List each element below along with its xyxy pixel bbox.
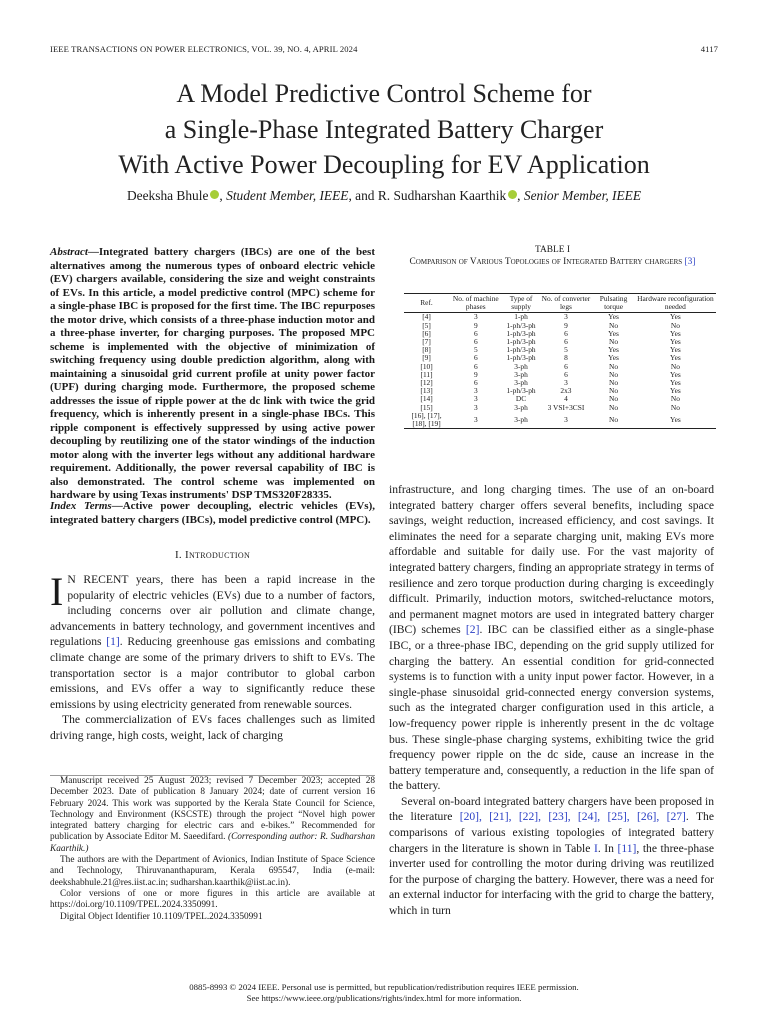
table-cell: 3-ph <box>514 402 528 412</box>
drop-cap: I <box>50 569 64 614</box>
citation-link[interactable]: [20], [21], [22], [23], [24], [25], [26], [27] <box>459 810 686 824</box>
table-cell: 1-ph/3-ph <box>506 345 536 355</box>
table-cell: Yes <box>670 328 681 338</box>
table-cell: 1-ph/3-ph <box>506 328 536 338</box>
citation-link[interactable]: [3] <box>684 257 696 267</box>
footnote: Manuscript received 25 August 2023; revised 7 December 2023; accepted 28 December 2023. Date of publication 8 January 2024; date of current version 16 February 2024. This work was supported by the Kerala State Council for Science, Technology and Environment (KSCSTE) through the project “Novel high power integrated battery charging for electric cars and e-bikes.” Recommended for publication by Associate Editor M. Saeedifard. (Corresponding author: R. Sudharshan Kaarthik.) The authors are with the Department of Avionics, Indian Institute of Space Science and Technology, Thiruvananthapuram, Kerala 695547, India (e-mail: deekshabhule.21@res.iist.ac.in; sudharshan.kaarthik@iist.ac.in). Color versions of one or more figures in this article are available at https://doi.org/10.1109/TPEL.2024.3350991. Digital Object Identifier 10.1109/TPEL.2024.3350991 <box>50 776 375 922</box>
table-cell: Yes <box>670 369 681 379</box>
table-cell: 6 <box>564 361 568 371</box>
column-header: No. of converter legs <box>540 294 593 313</box>
table-cell: 3 <box>564 312 568 322</box>
author-name: Deeksha Bhule <box>126 188 209 203</box>
table-cell: No <box>670 402 680 412</box>
abstract-text: —Integrated battery chargers (IBCs) are one of the best alternatives among the numerous types of onboard electric vehicle (EV) chargers available, considering the size and weight constraints of EVs. In this article, a model predictive control (MPC) scheme for a single-phase IBC is proposed for the first time. The IBC repurposes the motor drive, which consists of a three-phase induction motor and a three-phase inverter, for charging purposes. The proposed MPC scheme is implemented with the objective of minimization of switching frequency using double prediction algorithm, along with maintaining a sinusoidal grid current profile at unity power factor (UPF) during charging mode. Furthermore, the proposed scheme addresses the issue of ripple power at the dc link with twice the grid frequency, which is inherently present in a single-phase IBCs. This ripple component is effectively suppressed by using active power decoupling by reutilizing one of the stator windings of the induction motor along with the inverter legs without any additional hardware requirement. Additionally, the power reversal capability of IBC is also demonstrated. The control scheme was implemented on hardware by using Texas instruments' DSP TMS320F28335. <box>50 246 375 501</box>
title-line: a Single-Phase Integrated Battery Charger <box>164 114 604 144</box>
table-cell: [4] <box>422 312 431 322</box>
table-cell: No <box>609 320 619 330</box>
table-cell: Yes <box>670 378 681 388</box>
table-cell: 6 <box>564 337 568 347</box>
table-header-row <box>404 294 716 313</box>
table-cell: 3-ph <box>514 378 528 388</box>
table-cell: No <box>609 337 619 347</box>
table-cell: 1-ph/3-ph <box>506 386 536 396</box>
table-row <box>404 313 716 322</box>
table-cell: No <box>609 378 619 388</box>
table-cell: 9 <box>564 320 568 330</box>
introduction-text: I N RECENT years, there has been a rapid increase in the popularity of electric vehicles (EVs) due to a number of factors, including concerns over air pollution and climate change, advancements in battery technology, and government incentives and regulations [1]. Reducing greenhouse gas emissions and combating climate change are some of the primary drivers to shift to EVs. The transportation sector is a major contributor to global carbon emissions, and EVs offer a way to significantly reduce these emissions by using electricity generated from renewable sources. The commercialization of EVs faces challenges such as limited driving range, high costs, weight, lack of charging <box>50 569 375 742</box>
table-cell: No <box>670 320 680 330</box>
comparison-table <box>404 293 716 429</box>
abstract <box>50 246 375 503</box>
orcid-icon[interactable] <box>210 190 219 199</box>
right-column-text <box>389 482 714 919</box>
index-terms <box>50 500 375 527</box>
table-cell: [16], [17], [18], [19] <box>404 412 449 429</box>
table-cell: 3 <box>473 394 478 404</box>
column-header: Type of supply <box>503 294 540 313</box>
table-cell: 3 VSI+3CSI <box>547 402 585 412</box>
table-cell: Yes <box>608 328 619 338</box>
table-row <box>404 404 716 412</box>
table-cell: 1-ph/3-ph <box>506 337 536 347</box>
paragraph: Several on-board integrated battery chargers have been proposed in the literature [20], [21], [22], [23], [24], [25], [26], [27]. The comparisons of various existing topologies of integrated battery chargers in the literature is shown in Table I. In [11], the three-phase inverter used for controlling the motor during driving was reutilized for the purpose of charging the battery. However, there was a need for an external inductor for interfacing with the grid to charge the battery, which in turn <box>389 794 714 918</box>
table-cell: No <box>609 361 619 371</box>
table-cell: 3 <box>564 378 568 388</box>
table-cell: 3 <box>473 386 478 396</box>
table-reference-link[interactable]: I <box>593 841 598 855</box>
author-name: R. Sudharshan Kaarthik <box>377 188 507 203</box>
paragraph: infrastructure, and long charging times. The use of an on-board integrated battery charger offers several benefits, including space savings, weight reduction, increased efficiency, and cost savings. It eliminates the need for a separate charging unit, making EVs more affordable and suitable for daily use. For the vast majority of integrated battery chargers, finding an appropriate strategy in terms of resilience and zero torque production during charging is exceedingly difficult. Primarily, induction motors, switched-reluctance motors, and permanent magnet motors are used in integrated battery charger (IBC) schemes [2]. IBC can be classified either as a single-phase IBC, or a three-phase IBC, depending on the grid supply utilized for charging the battery. An essential condition for grid-connected systems is to function with a unity input power factor. However, in a single-phase sinusoidal grid-connected energy conversion systems, such as the integrated charger configuration used in this article, a low-frequency power ripple is inherently present in the dc voltage bus. These single-phase charging systems, exhibiting twice the grid frequency power ripple on the dc side, cause an increase in the battery temperature and, consequently, a reduction in the life span of the battery. <box>389 483 715 793</box>
index-terms-text: —Active power decoupling, electric vehicles (EVs), integrated battery chargers (IBCs), model predictive control (MPC). <box>50 500 375 526</box>
table-cell: No <box>609 386 619 396</box>
table-cell: 6 <box>473 328 478 338</box>
table-cell: No <box>609 369 619 379</box>
table-cell: [14] <box>420 394 433 404</box>
author-list: Deeksha Bhule , Student Member, IEEE, and R. Sudharshan Kaarthik , Senior Member, IEEE <box>126 188 642 203</box>
citation-link[interactable]: [2] <box>465 623 480 637</box>
citation-link[interactable]: [11] <box>617 841 637 855</box>
table-cell: 3-ph <box>514 361 528 371</box>
orcid-icon[interactable] <box>508 190 517 199</box>
table-cell: Yes <box>608 345 619 355</box>
title-line: With Active Power Decoupling for EV Application <box>118 150 650 179</box>
table-cell: 6 <box>564 328 568 338</box>
table-cell: 6 <box>564 369 568 379</box>
table-cell: 6 <box>473 378 478 388</box>
table-cell: [7] <box>422 337 431 347</box>
table-cell: No <box>670 394 680 404</box>
table-cell: 3 <box>473 312 478 322</box>
table-row <box>404 412 716 429</box>
table-cell: 1-ph/3-ph <box>506 320 536 330</box>
journal-name: IEEE TRANSACTIONS ON POWER ELECTRONICS, VOL. 39, NO. 4, APRIL 2024 <box>50 44 358 54</box>
table-cell: 1-ph <box>514 312 528 322</box>
table-cell: [13] <box>420 386 433 396</box>
table-cell: No <box>609 394 619 404</box>
table-cell: 9 <box>473 320 478 330</box>
column-header: Pulsating torque <box>592 294 634 313</box>
table-cell: 4 <box>564 394 568 404</box>
table-cell: 5 <box>473 345 478 355</box>
table-cell: [5] <box>422 320 431 330</box>
column-header: No. of machine phases <box>449 294 502 313</box>
table-cell: 2x3 <box>560 386 572 396</box>
table-cell: 9 <box>473 369 478 379</box>
table-cell: Yes <box>608 353 619 363</box>
table-cell: 3 <box>473 402 478 412</box>
table-cell: [12] <box>420 378 433 388</box>
table-cell: [11] <box>420 369 433 379</box>
abstract-label: Abstract <box>50 246 88 258</box>
table-cell: [6] <box>422 328 431 338</box>
table-cell: 8 <box>564 353 568 363</box>
table-cell: 6 <box>473 361 478 371</box>
table-cell: Yes <box>670 345 681 355</box>
table-cell: 3-ph <box>503 412 540 429</box>
table-cell: 3 <box>449 412 502 429</box>
table-cell: [15] <box>420 402 433 412</box>
table-cell: No <box>609 402 619 412</box>
column-header: Ref. <box>404 294 449 313</box>
copyright-footer: 0885-8993 © 2024 IEEE. Personal use is permitted, but republication/redistribution requires IEEE permission. See https://www.ieee.org/publications/rights/index.html for more information. <box>189 982 579 1003</box>
section-heading: I. Introduction <box>174 549 251 561</box>
paper-title <box>40 76 728 183</box>
table-cell: Yes <box>670 337 681 347</box>
table-row <box>404 387 716 395</box>
table-cell: [10] <box>420 361 433 371</box>
table-cell: 1-ph/3-ph <box>506 353 536 363</box>
table-cell: 6 <box>473 337 478 347</box>
table-cell: [9] <box>422 353 431 363</box>
table-cell: Yes <box>635 412 716 429</box>
table-cell: Yes <box>670 386 681 396</box>
table-cell: No <box>592 412 634 429</box>
page-number: 4117 <box>700 44 718 54</box>
table-cell: Yes <box>670 353 681 363</box>
table-caption: TABLE I Comparison of Various Topologies of Integrated Battery chargers [3] <box>400 244 705 268</box>
table-row <box>404 354 716 362</box>
paragraph: The commercialization of EVs faces challenges such as limited driving range, high costs, weight, lack of charging <box>50 713 375 742</box>
table-label: TABLE I <box>535 245 570 255</box>
table-cell: Yes <box>608 312 619 322</box>
table-cell: 3 <box>540 412 593 429</box>
author-role: Senior Member, IEEE <box>523 188 642 203</box>
table-cell: DC <box>515 394 527 404</box>
author-role: Student Member, IEEE <box>226 188 349 203</box>
column-header: Hardware reconfiguration needed <box>635 294 716 313</box>
index-terms-label: Index Terms <box>50 500 112 512</box>
table-cell: Yes <box>670 312 681 322</box>
table-cell: 3-ph <box>514 369 528 379</box>
table-cell: [8] <box>422 345 431 355</box>
title-line: A Model Predictive Control Scheme for <box>176 79 592 108</box>
table-cell: 6 <box>473 353 478 363</box>
citation-link[interactable]: [1] <box>106 635 120 649</box>
table-cell: 5 <box>564 345 568 355</box>
table-cell: No <box>670 361 680 371</box>
